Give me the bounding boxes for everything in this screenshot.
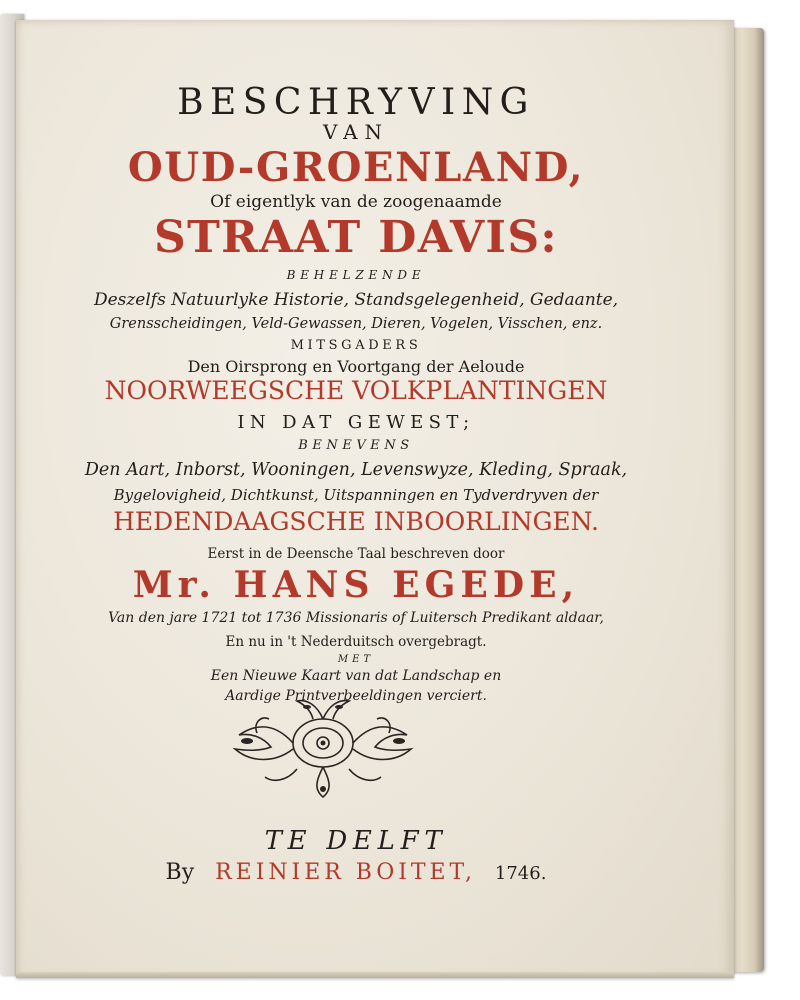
title-line-straat-davis: STRAAT DAVIS:	[153, 212, 558, 263]
contents-line-4: Bygelovigheid, Dichtkunst, Uitspanningen en Tydverdryven der	[113, 486, 599, 504]
imprint-publisher: REINIER BOITET,	[215, 860, 476, 885]
mitsgaders-label: MITSGADERS	[290, 338, 422, 353]
contents-line-1: Deszelfs Natuurlyke Historie, Standsgelegenheid, Gedaante,	[93, 290, 619, 310]
origin-line: Den Oirsprong en Voortgang der Aeloude	[187, 357, 525, 376]
imprint-by: By	[165, 860, 195, 885]
contents-line-2: Grensscheidingen, Veld-Gewassen, Dieren, Vogelen, Visschen, enz.	[109, 316, 603, 332]
prints-line: Aardige Printverbeeldingen verciert.	[225, 688, 487, 704]
page-bottom-edge	[16, 972, 734, 978]
hedendaagsche-line: HEDENDAAGSCHE INBOORLINGEN.	[113, 507, 599, 536]
imprint-place: TE DELFT	[264, 826, 448, 856]
map-line: Een Nieuwe Kaart van dat Landschap en	[210, 668, 502, 684]
title-line-oud-groenland: OUD-GROENLAND,	[127, 144, 585, 191]
imprint-year: 1746.	[494, 863, 547, 884]
met-label: MET	[337, 654, 375, 665]
missionary-line: Van den jare 1721 tot 1736 Missionaris of Luitersch Predikant aldaar,	[108, 610, 604, 626]
in-dat-gewest-line: IN DAT GEWEST;	[237, 412, 475, 433]
title-line-subtitle: Of eigentlyk van de zoogenaamde	[210, 192, 502, 212]
contents-line-3: Den Aart, Inborst, Wooningen, Levenswyze, Kleding, Spraak,	[84, 460, 628, 480]
noorweegsche-line: NOORWEEGSCHE VOLKPLANTINGEN	[104, 376, 608, 405]
author-line: Mr. HANS EGEDE,	[132, 564, 580, 606]
floral-vignette-icon	[227, 693, 419, 801]
title-line-beschryving: BESCHRYVING	[177, 82, 535, 123]
translation-line: En nu in 't Nederduitsch overgebragt.	[225, 634, 487, 650]
benevens-label: BENEVENS	[298, 438, 414, 453]
title-line-van: VAN	[322, 120, 390, 144]
translated-by-line: Eerst in de Deensche Taal beschreven door	[207, 546, 505, 562]
behelzende-label: BEHELZENDE	[286, 268, 426, 282]
imprint-publisher-line	[26, 860, 686, 885]
